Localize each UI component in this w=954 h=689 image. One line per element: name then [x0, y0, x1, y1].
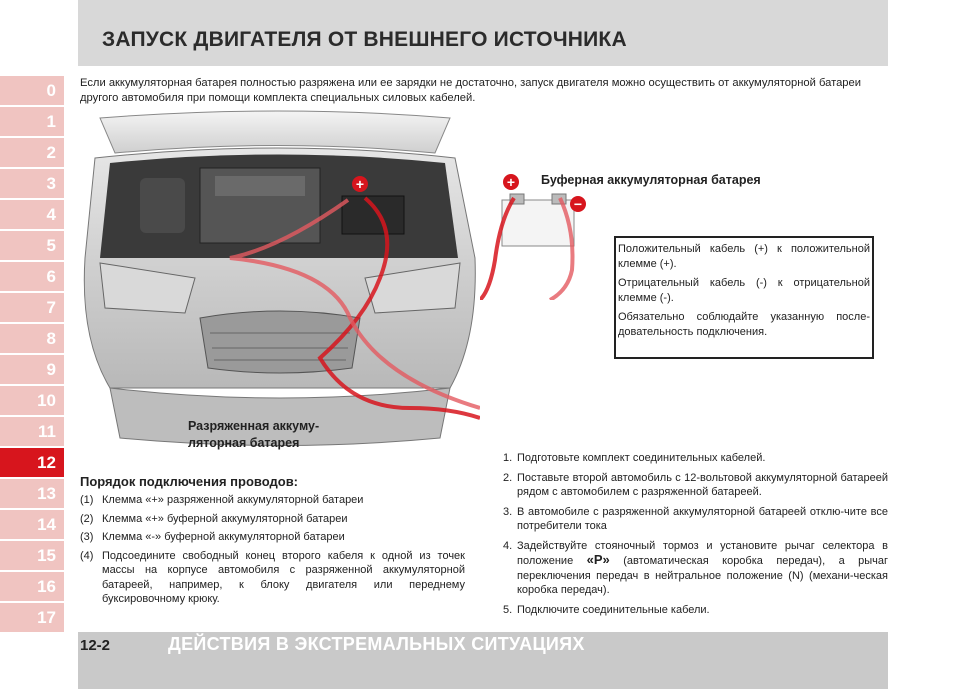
- list-item-number: (2): [80, 512, 94, 525]
- intro-text: Если аккумуляторная батарея полностью разряжена или ее зарядки не достаточно, запуск двигателя можно осуществить от аккумуляторной батареи другого автомобиля при помощи комплекта специальных силовых кабелей.: [80, 77, 861, 104]
- buffer-plus-label: +: [506, 174, 516, 190]
- step-text: Поставьте второй автомобиль с 12-вольтовой аккумуляторной батареей рядом с автомобилем с разряженной батареей.: [517, 471, 888, 498]
- list-item-text: Клемма «-» буферной аккумуляторной батареи: [102, 531, 345, 543]
- chapter-tab[interactable]: 5: [0, 231, 64, 260]
- step-number: 2.: [503, 471, 513, 484]
- info-line: Положительный кабель (+) к положительной клемме (+).: [618, 243, 870, 270]
- step-item: [503, 471, 888, 500]
- chapter-tab[interactable]: 6: [0, 262, 64, 291]
- buffer-minus-label: −: [573, 196, 583, 212]
- list-item-number: (1): [80, 494, 94, 506]
- list-item: [80, 493, 465, 508]
- list-item: [80, 530, 465, 545]
- buffer-battery-caption: Буферная аккумуляторная батарея: [541, 173, 761, 187]
- connection-order-list: [80, 493, 465, 611]
- chapter-tab[interactable]: 1: [0, 107, 64, 136]
- chapter-tab[interactable]: 8: [0, 324, 64, 353]
- step-number: 5.: [503, 603, 513, 616]
- footer-chapter-title: ДЕЙСТВИЯ В ЭКСТРЕМАЛЬНЫХ СИТУАЦИЯХ: [168, 634, 585, 654]
- info-line: Обязательно соблюдайте указанную после-довательность подключения.: [618, 311, 870, 338]
- step-text-part: (автоматическая коробка передач), а рычаг переключения передач в нейтральное положение (N) (механи-ческая коробка передач).: [517, 555, 888, 596]
- cable-info-box: [614, 236, 874, 359]
- chapter-tab-active[interactable]: 12: [0, 448, 64, 477]
- chapter-tab[interactable]: 17: [0, 603, 64, 632]
- chapter-tab[interactable]: 10: [0, 386, 64, 415]
- list-item: [80, 512, 465, 527]
- chapter-tab[interactable]: 4: [0, 200, 64, 229]
- chapter-tab[interactable]: 11: [0, 417, 64, 446]
- step-text: Подготовьте комплект соединительных кабелей.: [517, 452, 766, 464]
- discharged-battery-caption: Разряженная аккуму-ляторная батарея: [188, 419, 320, 450]
- chapter-tab[interactable]: 13: [0, 479, 64, 508]
- list-item: [80, 549, 465, 607]
- step-item: [503, 539, 888, 598]
- chapter-tab[interactable]: 0: [0, 76, 64, 105]
- chapter-tab[interactable]: 9: [0, 355, 64, 384]
- list-item-number: (3): [80, 531, 94, 543]
- chapter-tab[interactable]: 2: [0, 138, 64, 167]
- step-number: 4.: [503, 539, 513, 552]
- step-item: [503, 451, 888, 466]
- procedure-steps: [503, 451, 888, 622]
- step-text-part: Задействуйте стояночный тормоз и установите рычаг селектора в положение: [517, 539, 888, 567]
- page-title: ЗАПУСК ДВИГАТЕЛЯ ОТ ВНЕШНЕГО ИСТОЧНИКА: [102, 28, 627, 51]
- chapter-tab[interactable]: 16: [0, 572, 64, 601]
- page-number: 12-2: [80, 637, 111, 654]
- chapter-tab[interactable]: 14: [0, 510, 64, 539]
- step-text: Подключите соединительные кабели.: [517, 603, 710, 616]
- step-text: В автомобиле с разряженной аккумуляторной батареей отклю-чите все потребители тока: [517, 505, 888, 532]
- connection-order-title: Порядок подключения проводов:: [80, 474, 299, 489]
- step-item: [503, 603, 888, 618]
- step-number: 3.: [503, 505, 513, 518]
- plus-sign-label: +: [355, 176, 365, 192]
- list-item-text: Подсоедините свободный конец второго кабеля к одной из точек массы на корпусе автомобиля с разряженной аккумуляторной батареей, например, к блоку двигателя или переднему буксировочному крюку.: [102, 549, 465, 605]
- step-text: [517, 539, 888, 598]
- list-item-number: (4): [80, 549, 94, 562]
- step-item: [503, 505, 888, 534]
- car-engine-illustration: [80, 108, 480, 460]
- chapter-tab[interactable]: 3: [0, 169, 64, 198]
- step-number: 1.: [503, 452, 513, 464]
- chapter-tab[interactable]: 15: [0, 541, 64, 570]
- info-line: Отрицательный кабель (-) к отрицательной клемме (-).: [618, 277, 870, 304]
- list-item-text: Клемма «+» буферной аккумуляторной батареи: [102, 512, 348, 525]
- list-item-text: Клемма «+» разряженной аккумуляторной батареи: [102, 494, 364, 506]
- chapter-tab[interactable]: 7: [0, 293, 64, 322]
- gear-position-emphasis: «P»: [586, 552, 610, 567]
